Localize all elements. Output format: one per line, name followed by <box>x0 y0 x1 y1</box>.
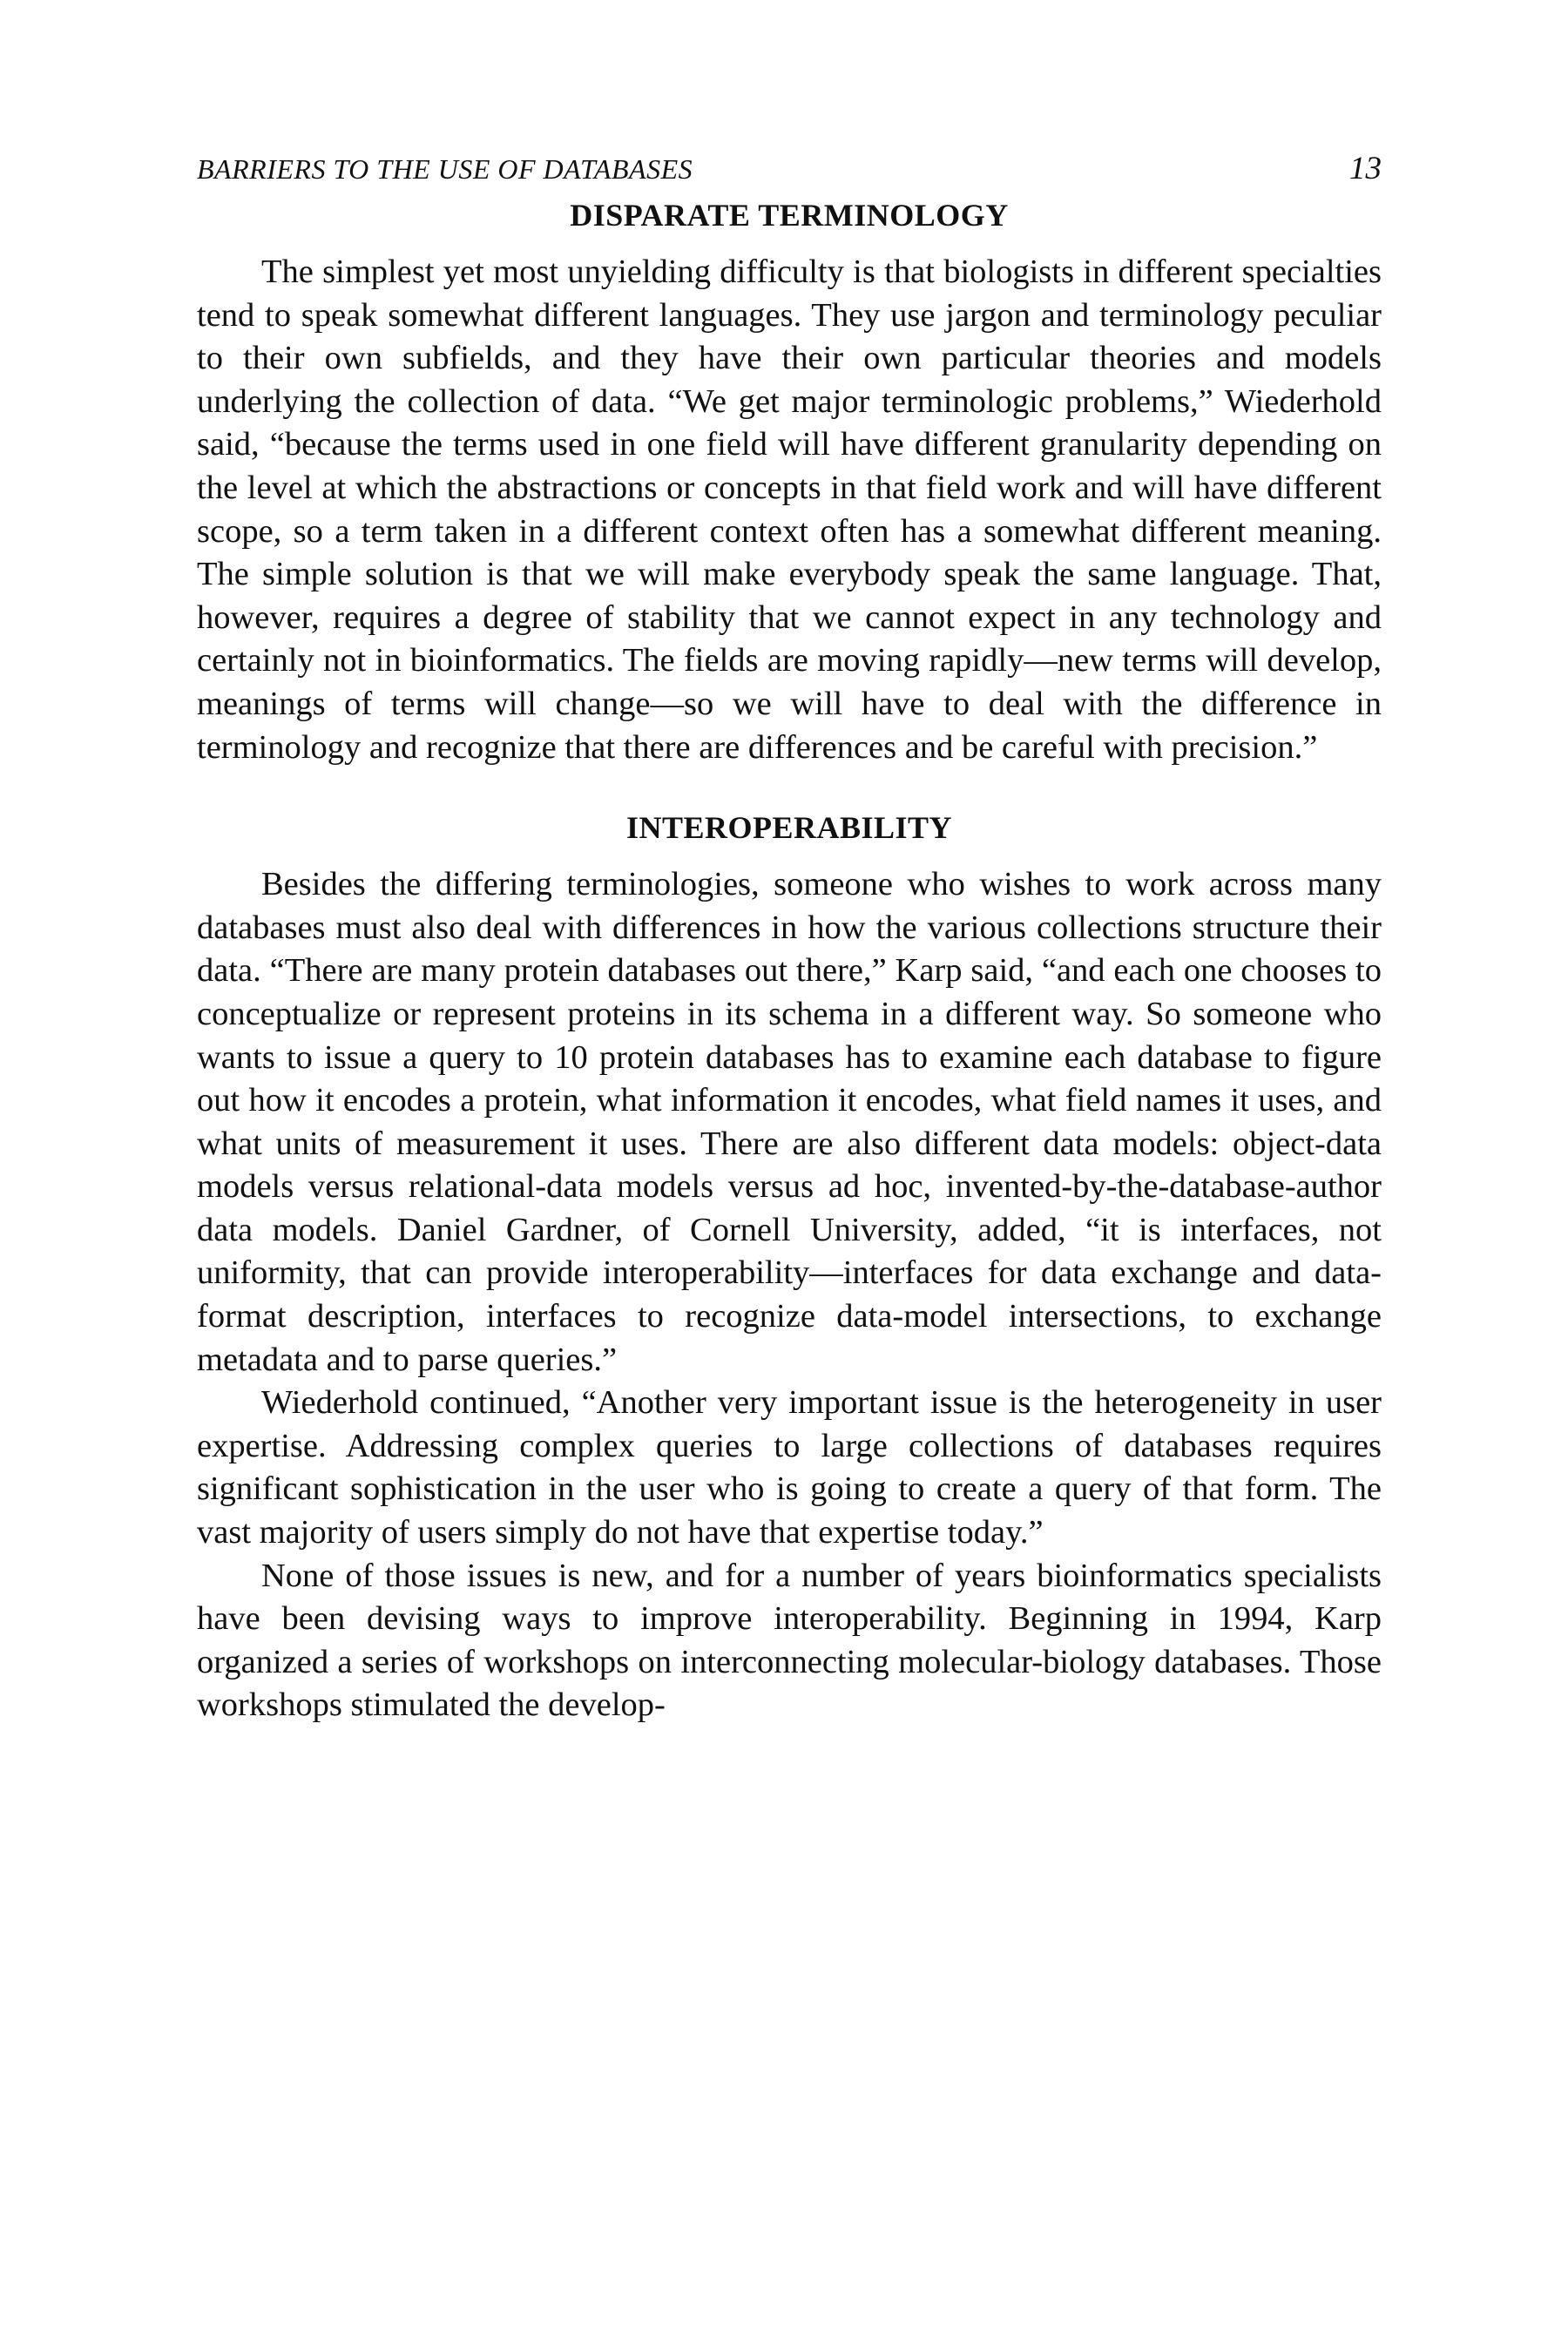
section-heading-disparate-terminology: DISPARATE TERMINOLOGY <box>570 198 1009 233</box>
running-title: BARRIERS TO THE USE OF DATABASES <box>197 153 693 185</box>
paragraph: None of those issues is new, and for a number of years bioinformatics specialists have been devising ways to improve interoperability. Beginning in 1994, Karp organized a series of workshops on interconnecting molecular-biology databases. Those workshops stimulated the develop- <box>197 1557 1382 1724</box>
section-heading-interoperability: INTEROPERABILITY <box>625 810 953 846</box>
book-page <box>197 146 1382 1727</box>
running-head <box>197 146 1382 192</box>
paragraph: The simplest yet most unyielding difficulty is that biologists in different specialties tend to speak somewhat different languages. They use jargon and terminology peculiar to their own subfields, and they have their own particular theories and models underlying the collection of data. “We get major terminologic problems,” Wiederhold said, “because the terms used in one field will have different granularity depending on the level at which the abstractions or concepts in that field work and will have different scope, so a term taken in a different context often has a somewhat different meaning. The simple solution is that we will make everybody speak the same language. That, however, requires a degree of stability that we cannot expect in any technology and certainly not in bioinformatics. The fields are moving rapidly—new terms will develop, meanings of terms will change—so we will have to deal with the difference in terminology and recognize that there are differences and be careful with precision.” <box>197 253 1382 766</box>
paragraph: Wiederhold continued, “Another very important issue is the heterogeneity in user expertise. Addressing complex queries to large collections of databases requires significant sophistication in the user who is going to create a query of that form. The vast majority of users simply do not have that expertise today.” <box>197 1384 1382 1551</box>
page-number: 13 <box>1349 151 1382 186</box>
paragraph: Besides the differing terminologies, someone who wishes to work across many databases must also deal with differences in how the various collections structure their data. “There are many protein databases out there,” Karp said, “and each one chooses to conceptualize or represent proteins in its schema in a different way. So someone who wants to issue a query to 10 protein databases has to examine each database to figure out how it encodes a protein, what information it encodes, what field names it uses, and what units of measurement it uses. There are also different data models: object-data models versus relational-data models versus ad hoc, invented-by-the-database-author data models. Daniel Gardner, of Cornell University, added, “it is interfaces, not uniformity, that can provide interoperability—interfaces for data exchange and data-format description, interfaces to recognize data-model intersections, to exchange metadata and to parse queries.” <box>197 866 1382 1378</box>
